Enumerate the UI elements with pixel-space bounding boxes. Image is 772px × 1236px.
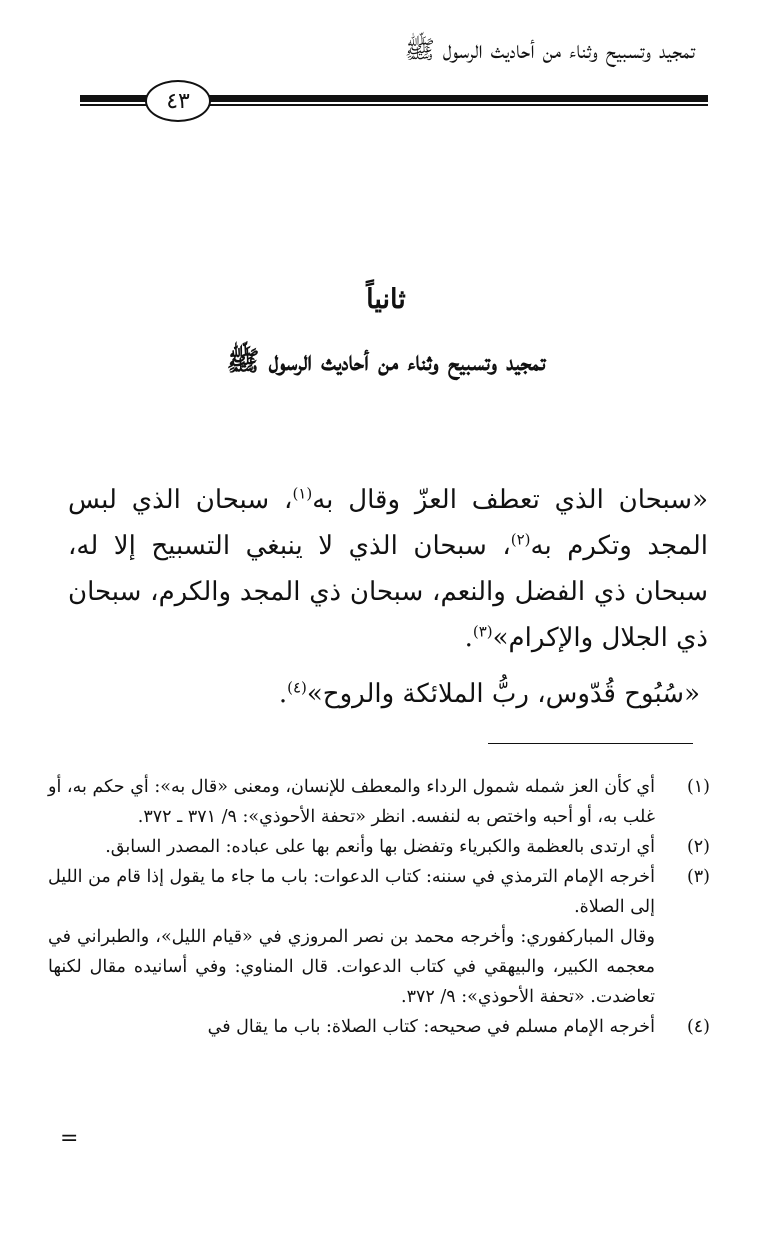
footnote-text <box>48 1012 655 1042</box>
section-label: ثانياً <box>366 284 406 315</box>
text-run: «سبحان الذي تعطف العزّ وقال به <box>312 485 708 515</box>
footnote-text <box>48 772 655 832</box>
text-run: . <box>464 623 473 653</box>
section-title: تمجيد وتسبيح وثناء من أحاديث الرسول ﷺ <box>226 346 546 377</box>
header-rule-left-thin <box>80 104 150 106</box>
text-run: ، سبحان الذي لا ينبغي التسبيح إلا له، سبحان ذي الفضل والنعم، سبحان ذي المجد والكرم، سبحان ذي الجلال والإكرام» <box>68 531 708 653</box>
footnote-separator <box>488 743 693 744</box>
footnote-number: (٢) <box>686 837 710 857</box>
footnote-ref-3: (٣) <box>472 622 493 641</box>
footnote-number: (٤) <box>686 1017 710 1037</box>
footnote-line: أخرجه الإمام مسلم في صحيحه: كتاب الصلاة: باب ما يقال في <box>207 1017 655 1037</box>
footnote-1 <box>48 772 710 832</box>
footnote-ref-2: (٢) <box>510 530 531 549</box>
main-text <box>68 477 708 717</box>
footnote-line: أي كأن العز شمله شمول الرداء والمعطف للإنسان، ومعنى «قال به»: أي حكم به، أو غلب به، أو أحبه واختص به لنفسه. انظر «تحفة الأحوذي»: ٩/ ٣٧١ ـ ٣٧٢. <box>48 777 655 827</box>
footnote-number: (١) <box>686 777 710 797</box>
header-rule-left <box>80 95 150 102</box>
header-rule-right-thin <box>203 104 708 106</box>
footnote-line: وقال المباركفوري: وأخرجه محمد بن نصر المروزي في «قيام الليل»، والطبراني في معجمه الكبير، والبيهقي في كتاب الدعوات. قال المناوي: وفي أسانيده مقال لكنها تعاضدت. «تحفة الأحوذي»: ٩/ ٣٧٢. <box>48 927 655 1007</box>
text-run: ، سبحان الذي لبس المجد وتكرم به <box>68 485 708 561</box>
text-run: . <box>278 679 288 709</box>
footnote-line: أي ارتدى بالعظمة والكبرياء وتفضل بها وأنعم بها على عباده: المصدر السابق. <box>105 837 655 857</box>
footnote-text <box>48 862 655 1012</box>
footnote-text <box>48 832 655 862</box>
header-rule-right <box>203 95 708 102</box>
footnote-ref-1: (١) <box>292 484 313 503</box>
continuation-mark: = <box>60 1126 79 1151</box>
page-number: ٤٣ <box>145 80 211 122</box>
footnote-number: (٣) <box>686 867 710 887</box>
text-run: «سُبُوح قُدّوس، ربُّ الملائكة والروح» <box>306 679 700 709</box>
paragraph-2 <box>68 671 708 717</box>
footnote-4 <box>48 1012 710 1042</box>
footnote-line: أخرجه الإمام الترمذي في سننه: كتاب الدعوات: باب ما جاء ما يقول إذا قام من الليل إلى الصلاة. <box>48 867 655 917</box>
footnote-3 <box>48 862 710 1012</box>
running-header: تمجيد وتسبيح وثناء من أحاديث الرسول ﷺ <box>404 35 695 64</box>
footnote-ref-4: (٤) <box>287 678 307 697</box>
footnotes <box>48 772 710 1042</box>
paragraph-1 <box>68 477 708 661</box>
footnote-2 <box>48 832 710 862</box>
